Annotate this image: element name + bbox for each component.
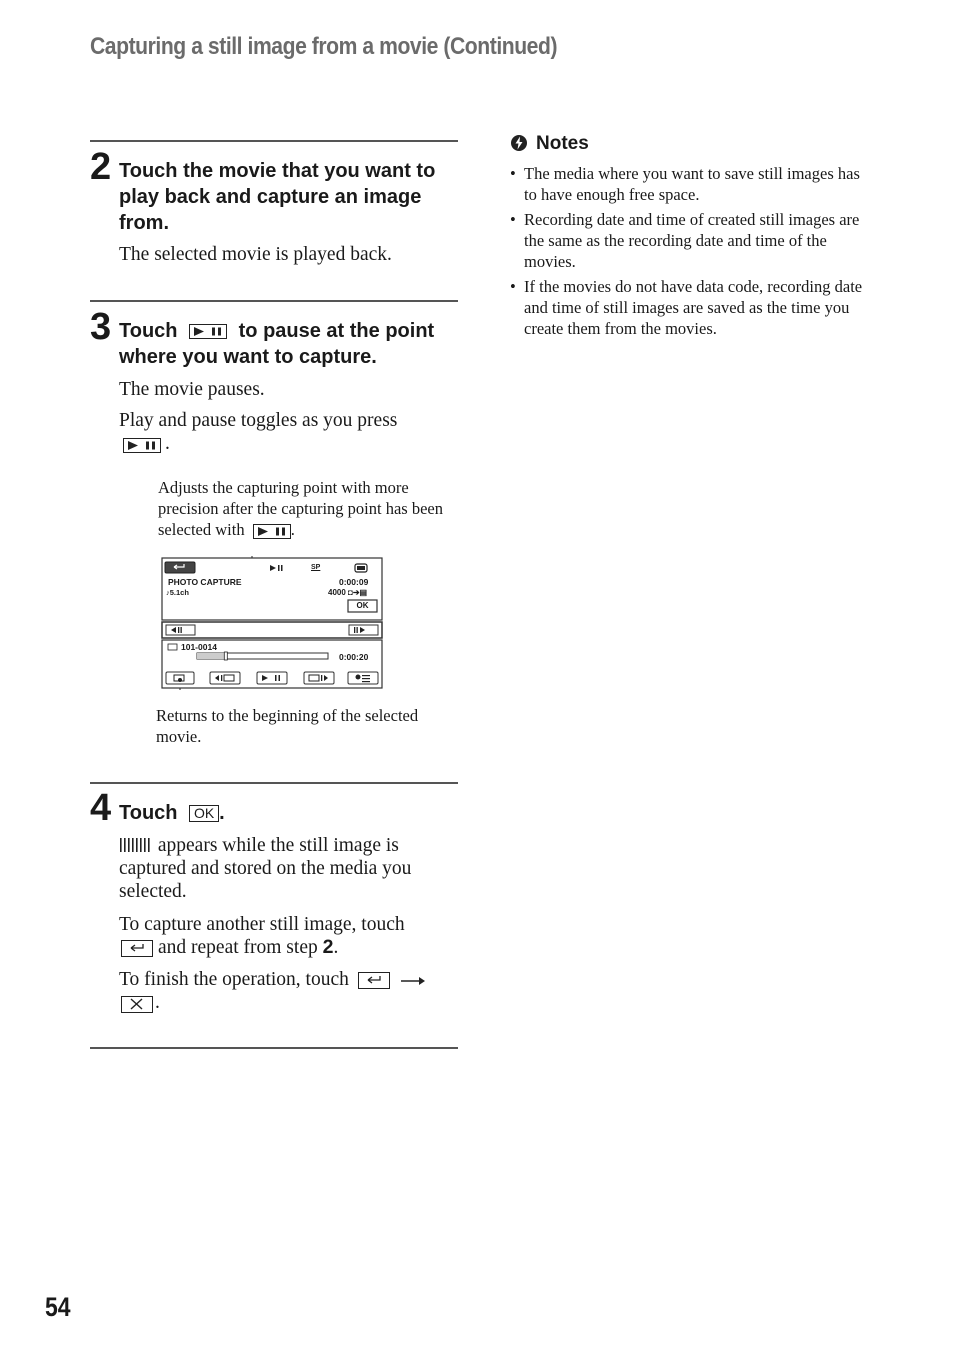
step-divider [90,140,458,142]
step-heading-text: Touch [119,802,178,824]
step-heading: Touch the movie that you want to play back and capture an image from. [119,160,436,234]
step-heading [119,800,459,826]
note-item: • The media where you want to save still images has to have enough free space. [510,163,875,205]
page-header-title: Capturing a still image from a movie (Continued) [90,33,558,60]
step-divider [90,782,458,784]
screen-file-label: 101-0014 [181,642,217,652]
return-icon [358,972,390,989]
callout-top [158,477,448,540]
step-body: The movie pauses. [119,379,265,400]
step-body-text: To finish the operation, touch [119,969,349,990]
note-item: • Recording date and time of created still images are the same as the recording date and time of the movies. [510,209,875,272]
step-body-text: Play and pause toggles as you press [119,410,398,431]
camera-screen [160,556,384,690]
step-body [119,834,449,903]
section-end-divider [90,1047,458,1049]
step-heading [119,318,459,370]
step-number: 4 [90,787,112,829]
screen-time-bottom: 0:00:20 [339,652,369,662]
return-icon [121,940,153,957]
screen-count-value: 4000 [328,588,346,597]
screen-mode-label: PHOTO CAPTURE [168,577,242,587]
close-icon [121,996,153,1013]
callout-top-end: . [290,520,295,539]
play-pause-icon [253,524,291,539]
note-item: • If the movies do not have data code, recording date and time of still images are saved as the time you create them from the movies. [510,276,875,339]
notes-list [510,163,875,343]
notes-icon [510,134,528,152]
step-body-text: appears while the still image is captured and stored on the media you selected. [119,835,412,902]
step-body [119,968,449,1014]
step-body-text: . [165,433,170,454]
step-body-text: and repeat from step [158,937,318,958]
step-body-text: . [155,992,160,1013]
play-pause-icon [123,438,161,453]
notes-heading [510,133,589,155]
callout-bottom: Returns to the beginning of the selected movie. [156,706,419,746]
step-body: The selected movie is played back. [119,244,392,265]
screen-count-label: 4000 ◘➔▤ [328,588,368,597]
page-number: 54 [45,1292,71,1322]
step-body [119,409,449,455]
ok-button-icon: OK [189,805,219,822]
step-body-text: To capture another still image, touch [119,914,405,935]
capture-indicator-icon [119,837,153,853]
screen-audio-label: ♪5.1ch [166,588,189,597]
step-reference: 2 [322,936,334,958]
arrow-right-icon [399,975,427,987]
step-heading-text: . [219,802,225,824]
step-number: 3 [90,306,112,348]
callout-top-text: Adjusts the capturing point with more precision after the capturing point has been selected with [158,478,443,539]
screen-quality-label: SP [311,564,321,571]
notes-title-text: Notes [536,133,589,154]
step-heading-text: Touch [119,320,178,342]
step-number: 2 [90,146,112,188]
step-heading-text: to pause at the point where you want to capture. [119,320,435,368]
screen-ok-button: OK [356,601,369,610]
step-body: To capture another still image, touch and repeat from step 2. [119,914,405,958]
play-pause-icon [189,324,227,339]
step-divider [90,300,458,302]
screen-time-top: 0:00:09 [339,577,369,587]
